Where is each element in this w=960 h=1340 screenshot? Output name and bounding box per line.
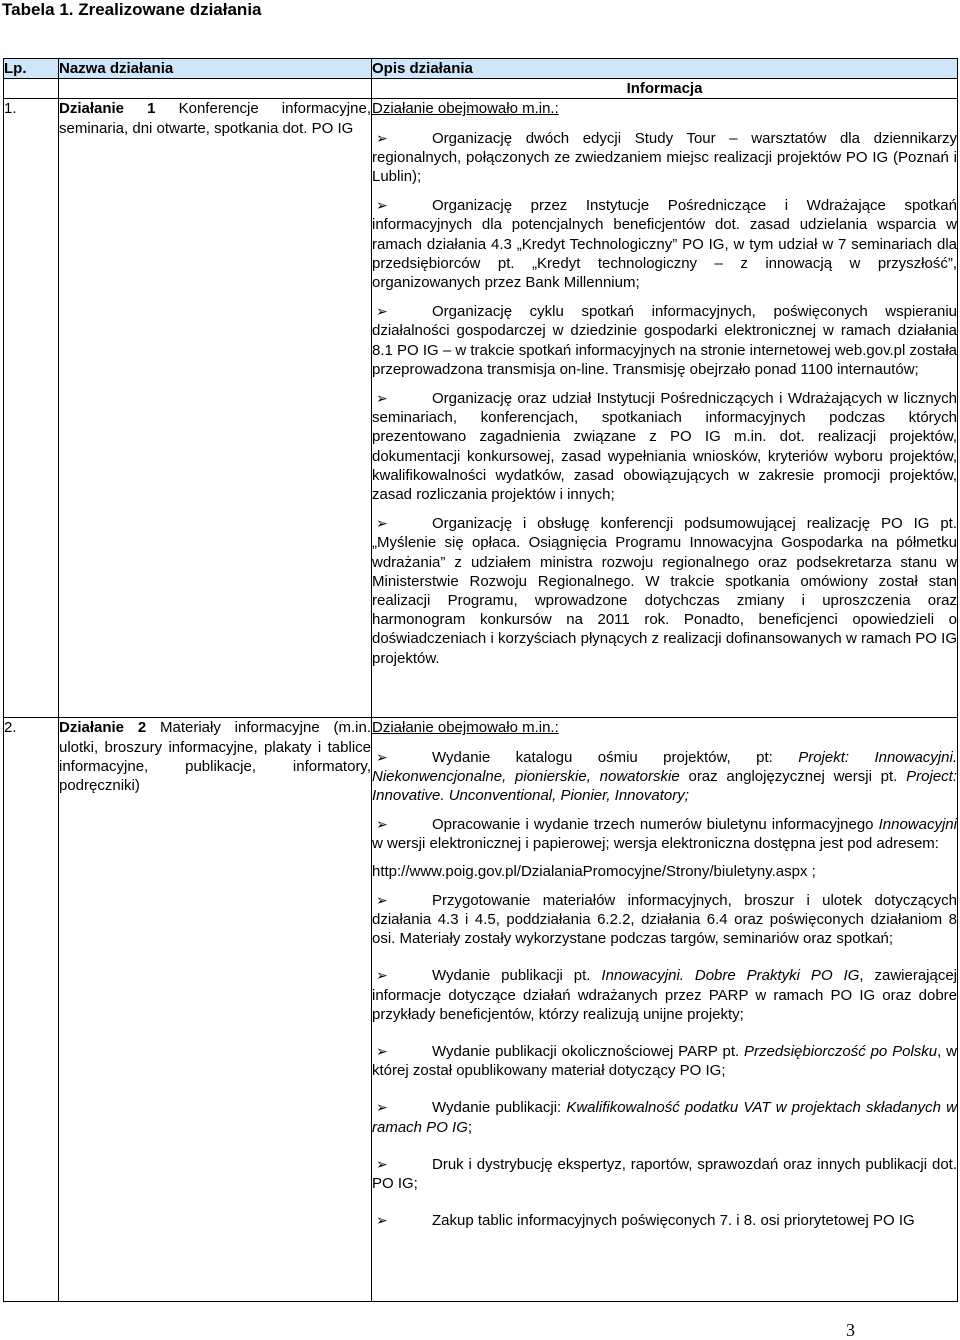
page-number: 3 xyxy=(846,1320,855,1340)
list-item-text: Wydanie publikacji: Kwalifikowalność podatku VAT w projektach składanych w ramach PO IG; xyxy=(372,1099,957,1136)
arrow-bullet-icon: ➢ xyxy=(376,515,388,532)
list-item-text: Organizację dwóch edycji Study Tour – warsztatów dla dziennikarzy regionalnych, połączonych ze zwiedzaniem miejsc realizacji projektów PO IG (Poznań i Lublin); xyxy=(372,129,957,186)
list-item-text: Organizację cyklu spotkań informacyjnych, poświęconych wspieraniu działalności gospodarczej w dziedzinie gospodarki elektronicznej w ramach działania 8.1 PO IG – w trakcie spotkań informacyjnych na stronie internetowej web.gov.pl została przeprowadzona transmisja on-line. Transmisję obejrzało ponad 1100 internautów; xyxy=(372,303,958,378)
table-header-row xyxy=(4,59,958,79)
table-subheader-row xyxy=(4,79,958,99)
actions-table xyxy=(3,58,958,1302)
row-number: 2. xyxy=(4,718,59,1302)
list-item xyxy=(372,966,957,1024)
list-item-text: Organizację przez Instytucje Pośredniczące i Wdrażające spotkań informacyjnych dla potencjalnych beneficjentów dot. zasad udzielania wsparcia w ramach działania 4.3 „Kredyt Technologiczny” PO IG, w tym udział w 7 seminariach dla przedsiębiorców pt. „Kredyt technologiczny – z innowacją w przyszłość”, organizowanych przez Bank Millennium; xyxy=(372,197,957,292)
list-item-text: Opracowanie i wydanie trzech numerów biuletynu informacyjnego Innowacyjni w wersji elektronicznej i papierowej; wersja elektroniczna dostępna jest pod adresem: xyxy=(372,816,957,853)
list-item xyxy=(372,514,957,668)
header-lp: Lp. xyxy=(4,59,59,79)
list-item xyxy=(372,196,957,292)
arrow-bullet-icon: ➢ xyxy=(376,1212,388,1229)
list-item xyxy=(372,1042,957,1080)
table-row xyxy=(4,718,958,1302)
action-name-rest: Materiały informacyjne (m.in. ulotki, broszury informacyjne, plakaty i tablice informacyjne, publikacje, informatory, podręczniki) xyxy=(59,719,371,795)
arrow-bullet-icon: ➢ xyxy=(376,197,388,214)
list-item xyxy=(372,1098,957,1136)
description-intro: Działanie obejmowało m.in.: xyxy=(372,100,559,118)
action-name xyxy=(59,718,372,1302)
header-name: Nazwa działania xyxy=(59,59,372,79)
arrow-bullet-icon: ➢ xyxy=(376,303,388,320)
bulletin-url: http://www.poig.gov.pl/DzialaniaPromocyjne/Strony/biuletyny.aspx ; xyxy=(372,862,816,880)
list-item-text: Druk i dystrybucję ekspertyz, raportów, sprawozdań oraz innych publikacji dot. PO IG; xyxy=(372,1155,957,1193)
list-item-text: Zakup tablic informacyjnych poświęconych 7. i 8. osi priorytetowej PO IG xyxy=(432,1212,915,1230)
arrow-bullet-icon: ➢ xyxy=(376,1043,388,1060)
arrow-bullet-icon: ➢ xyxy=(376,1155,388,1172)
table-caption: Tabela 1. Zrealizowane działania xyxy=(2,0,262,19)
header-desc: Opis działania xyxy=(372,59,958,79)
list-item xyxy=(372,1211,957,1230)
arrow-bullet-icon: ➢ xyxy=(376,816,388,833)
action-name-bold: Działanie 1 xyxy=(59,100,156,118)
list-item-text: Organizację oraz udział Instytucji Pośredniczących i Wdrażających w licznych seminariach, konferencjach, spotkaniach informacyjnych podczas których prezentowano zagadnienia związane z PO IG m.in. dot. realizacji projektów, dokumentacji konkursowej, zasad wypełniania wniosków, kryteriów wyboru projektów, kwalifikowalności wydatków, zasad obowiązujących w zakresie promocji projektów, zasad rozliczania projektów i innych; xyxy=(372,390,957,504)
table-row xyxy=(4,99,958,718)
list-item xyxy=(372,1155,957,1193)
list-item xyxy=(372,389,957,504)
list-item xyxy=(372,815,957,881)
arrow-bullet-icon: ➢ xyxy=(376,967,388,984)
action-name-bold: Działanie 2 xyxy=(59,719,147,737)
row-number: 1. xyxy=(4,99,59,718)
arrow-bullet-icon: ➢ xyxy=(376,129,388,146)
action-name xyxy=(59,99,372,718)
list-item-text: Przygotowanie materiałów informacyjnych, broszur i ulotek dotyczących działania 4.3 i 4.5, poddziałania 6.2.2, działania 6.4 oraz poświęconych działaniom 8 osi. Materiały zostały wykorzystane podczas targów, seminariów oraz spotkań; xyxy=(372,891,957,948)
action-description xyxy=(372,99,958,718)
action-name-rest: Konferencje informacyjne, seminaria, dni otwarte, spotkania dot. PO IG xyxy=(59,100,371,137)
action-description xyxy=(372,718,958,1302)
arrow-bullet-icon: ➢ xyxy=(376,390,388,407)
header-info: Informacja xyxy=(372,79,958,99)
list-item xyxy=(372,891,957,949)
list-item-text: Organizację i obsługę konferencji podsumowującej realizację PO IG pt. „Myślenie się opłaca. Osiągnięcia Programu Innowacyjna Gospodarka na półmetku wdrażania” z udziałem ministra rozwoju regionalnego oraz podsekretarza stanu w Ministerstwie Rozwoju Regionalnego. W trakcie spotkania omówiony został stan realizacji Programu, wprowadzone dotychczas zmiany i uproszczenia oraz harmonogram konkursów na 2011 rok. Ponadto, beneficjenci opowiedzieli o doświadczeniach i korzyściach płynących z realizacji dofinansowanych w ramach PO IG projektów. xyxy=(372,515,957,667)
list-item-text: Wydanie katalogu ośmiu projektów, pt: Projekt: Innowacyjni. Niekonwencjonalne, pionierskie, nowatorskie oraz anglojęzycznej wersji pt. Project: Innovative. Unconventional, Pionier, Innovatory; xyxy=(372,748,957,805)
list-item-text: Wydanie publikacji pt. Innowacyjni. Dobre Praktyki PO IG, zawierającej informacje dotyczące działań wdrażanych przez PARP w ramach PO IG oraz dobre przykłady beneficjentów, którzy realizują unijne projekty; xyxy=(372,967,958,1023)
description-intro: Działanie obejmowało m.in.: xyxy=(372,719,559,737)
list-item xyxy=(372,302,957,379)
list-item-text: Wydanie publikacji okolicznościowej PARP pt. Przedsiębiorczość po Polsku, w której został opublikowany materiał dotyczący PO IG; xyxy=(372,1043,958,1080)
list-item xyxy=(372,748,957,806)
arrow-bullet-icon: ➢ xyxy=(376,748,388,765)
arrow-bullet-icon: ➢ xyxy=(376,891,388,908)
list-item xyxy=(372,129,957,187)
arrow-bullet-icon: ➢ xyxy=(376,1099,388,1116)
